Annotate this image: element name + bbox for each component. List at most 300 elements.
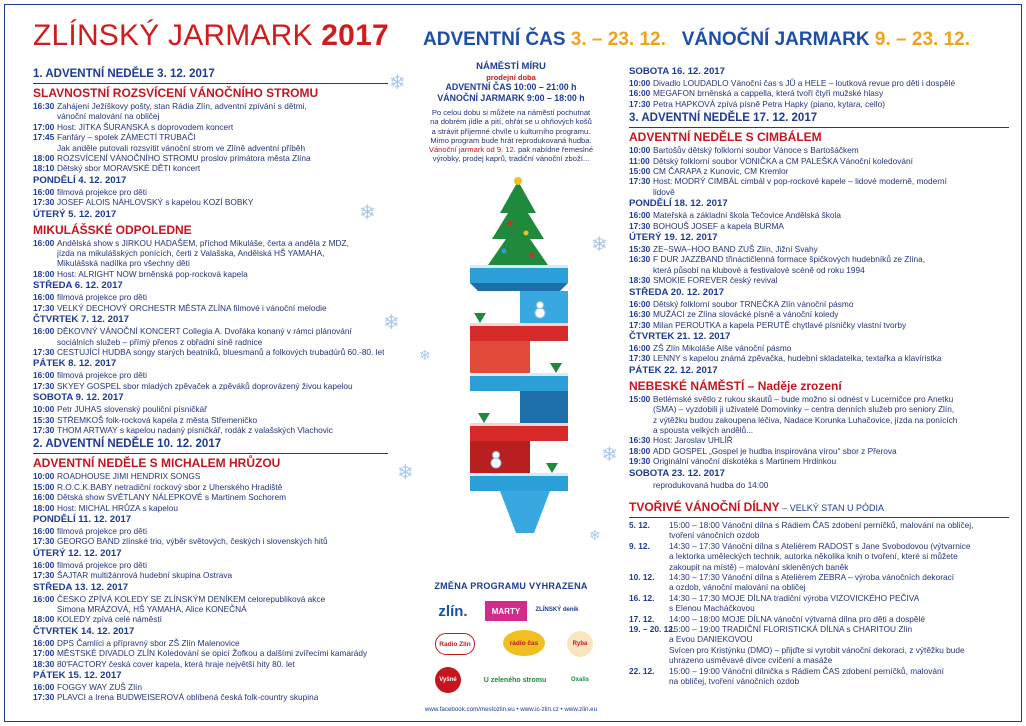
event-time <box>629 603 669 613</box>
event-time <box>629 415 653 425</box>
event-time: 10:00 <box>629 78 651 88</box>
hours-advent: ADVENTNÍ ČAS 10:00 – 21:00 h <box>445 82 577 92</box>
schedule-row <box>33 122 388 132</box>
event-description: VELKÝ DECHOVÝ ORCHESTR MĚSTA ZLÍNA filmové i vánoční melodie <box>57 302 327 313</box>
day-heading: SOBOTA 23. 12. 2017 <box>629 467 725 479</box>
schedule-row <box>629 435 1009 445</box>
schedule-row <box>33 143 388 153</box>
event-time: 16:00 <box>33 370 55 381</box>
event-description: (SMA) – vyzdobili ji uživatelé Domovinky – centra denních služeb pro seniory Zlín, <box>653 404 955 415</box>
event-description: a spousta velkých andělů... <box>653 424 754 435</box>
event-time: 16:00 <box>33 525 55 536</box>
schedule-row <box>629 176 1009 186</box>
event-description: R.O.C.K.BABY netradiční rockový sbor z Uherského Hradiště <box>57 481 283 492</box>
schedule-row <box>629 343 1009 353</box>
place-title: NÁMĚSTÍ MÍRU <box>476 61 546 72</box>
event-description: Host: MODRÝ CIMBÁL cimbál v pop-rockové kapele – lidové moderně, moderní <box>653 176 947 187</box>
schedule-row <box>33 415 388 425</box>
event-description: ZŠ Zlín Mikoláše Alše vánoční pásmo <box>653 342 792 353</box>
event-description: Bartošův dětský folklorní soubor Vánoce s Bartošáčkem <box>653 145 859 156</box>
schedule-row <box>629 655 1009 665</box>
snowflake-icon: ❄ <box>589 527 601 543</box>
schedule-row <box>629 187 1009 197</box>
event-time: 18:30 <box>629 275 651 286</box>
event-time: 16:30 <box>33 101 55 111</box>
schedule-row <box>629 166 1009 176</box>
event-description: Host: Jaroslav UHLÍŘ <box>653 435 733 446</box>
schedule-row <box>33 526 388 536</box>
ryba-logo: Ryba <box>567 631 593 657</box>
schedule-row <box>33 682 388 692</box>
event-description: F DUR JAZZBAND třináctičlenná formace špičkových hudebníků ze Zlína, <box>653 254 926 265</box>
event-time: 10:00 <box>33 404 55 415</box>
dates-header <box>423 29 970 51</box>
schedule-row <box>33 560 388 570</box>
event-description: PLAVCI a Irena BUDWEISEROVÁ oblíbená česká folk-country skupina <box>57 692 319 703</box>
schedule-row <box>629 244 1009 254</box>
schedule-row <box>33 238 388 248</box>
schedule-row <box>629 425 1009 435</box>
day-heading: PONDĚLÍ 11. 12. 2017 <box>33 513 132 525</box>
schedule-row <box>629 624 1009 634</box>
zlin-logo: zlín. <box>438 602 468 620</box>
schedule-row <box>629 614 1009 624</box>
desc-line: Mimo program bude hrát reprodukovaná hudba. <box>430 135 592 145</box>
event-time: 16:00 <box>629 342 651 353</box>
schedule-row <box>33 101 388 111</box>
schedule-row <box>629 645 1009 655</box>
event-time: 17:30 <box>629 319 651 330</box>
divider-line <box>629 127 1009 128</box>
schedule-row <box>629 480 1009 490</box>
title-jarmark: JARMARK <box>168 19 313 52</box>
schedule-row <box>629 394 1009 404</box>
snowflake-icon: ❄ <box>383 312 400 334</box>
web-links: www.facebook.com/mestozlin.eu • www.ic-zlin.cz • www.zlin.eu <box>424 706 598 713</box>
event-time <box>33 604 57 614</box>
event-description: Fanfáry – spolek ZÁMECTÍ TRUBAČI <box>57 132 196 143</box>
event-time: 18:00 <box>33 614 55 625</box>
event-description: 80'FACTORY česká cover kapela, která hraje největší hity 80. let <box>57 658 295 669</box>
event-description: DPS Čamlíci a přípravný sbor ZŠ Zlín Malenovice <box>57 637 240 648</box>
schedule-row <box>629 676 1009 686</box>
desc-line <box>408 145 614 154</box>
event-description: 14:00 – 18:00 MOJE DÍLNA vánoční výtvarná dílna pro děti a dospělé <box>669 613 925 624</box>
event-time: 10. 12. <box>629 572 655 582</box>
schedule-row <box>629 156 1009 166</box>
schedule-row <box>629 582 1009 592</box>
event-description: a ozdob, vánoční malování na obličej <box>669 582 806 593</box>
event-time: 17:30 <box>33 570 55 581</box>
event-time: 17:30 <box>33 197 55 208</box>
divider-line <box>33 453 388 454</box>
event-time: 16:00 <box>33 326 55 337</box>
event-description: Andělská show s JIRKOU HADAŠEM, příchod Mikuláše, čerta a anděla z MDZ, <box>57 237 349 248</box>
event-time: 16:00 <box>33 559 55 570</box>
schedule-row <box>33 536 388 546</box>
schedule-row <box>629 456 1009 466</box>
schedule-row <box>33 594 388 604</box>
schedule-row <box>33 132 388 142</box>
event-description: ADD GOSPEL „Gospel je hudba inspirována vírou“ sbor z Přerova <box>653 445 897 456</box>
event-time: 17:30 <box>629 220 651 231</box>
schedule-row <box>629 221 1009 231</box>
vysne-logo: Vyšné <box>435 667 461 693</box>
snowflake-icon: ❄ <box>419 347 431 363</box>
snowflake-icon: ❄ <box>397 462 414 484</box>
event-time <box>33 143 57 153</box>
schedule-row <box>33 187 388 197</box>
sale-label: prodejní doba <box>486 73 536 82</box>
event-description: Dětská show SVĚTLANY NÁLEPKOVÉ s Martinem Sochorem <box>57 492 287 503</box>
section-subtitle: ADVENTNÍ NEDĚLE S CIMBÁLEM <box>629 130 822 145</box>
event-description: THOM ARTWAY s kapelou nadaný písničkář, rodák z valašských Vlachovic <box>57 424 333 435</box>
day-heading: PÁTEK 8. 12. 2017 <box>33 358 117 370</box>
event-time <box>629 530 669 540</box>
event-time <box>629 404 653 414</box>
event-time <box>629 655 669 665</box>
poster <box>4 4 1022 722</box>
schedule-row <box>33 638 388 648</box>
event-description: a lektorka uměleckých technik, autorka několika knih o tvoření, které si můžete <box>669 551 958 562</box>
market-from: Vánoční jarmark od 9. 12. <box>428 145 516 155</box>
day-heading: STŘEDA 13. 12. 2017 <box>33 581 129 593</box>
event-time <box>629 425 653 435</box>
day-heading: ÚTERÝ 5. 12. 2017 <box>33 208 117 220</box>
event-description: která působí na klubové a festivalové scéně od roku 1994 <box>653 264 865 275</box>
event-description: JOSEF ALOIS NÁHLOVSKÝ s kapelou KOZÍ BOBKY <box>57 197 254 208</box>
event-description: ČESKO ZPÍVÁ KOLEDY SE ZLÍNSKÝM DENÍKEM celorepubliková akce <box>57 593 326 604</box>
program-change-notice: ZMĚNA PROGRAMU VYHRAZENA <box>434 581 588 591</box>
radio-cas-logo: rádio čas <box>503 630 545 656</box>
snowflake-icon: ❄ <box>591 234 608 256</box>
event-time: 10:00 <box>33 471 55 482</box>
event-description: BOHOUŠ JOSEF a kapela BURMA <box>653 220 784 231</box>
day-heading: SOBOTA 9. 12. 2017 <box>33 392 124 404</box>
section-title: 1. ADVENTNÍ NEDĚLE 3. 12. 2017 <box>33 68 215 80</box>
event-time: 16:00 <box>33 492 55 503</box>
schedule-row <box>629 78 1009 88</box>
event-description: uhrazeno usměvavé dívce cvičení a masáže <box>669 655 833 666</box>
event-time: 16. 12. <box>629 592 655 603</box>
schedule-row <box>629 254 1009 264</box>
event-description: 14:30 – 17:30 MOJE DÍLNA tradiční výroba VIZOVICKÉHO PEČIVA <box>669 592 920 603</box>
event-description: Petra HAPKOVÁ zpívá písně Petra Hapky (piano, kytara, cello) <box>653 98 885 109</box>
schedule-row <box>629 593 1009 603</box>
section-subtitle: NEBESKÉ NÁMĚSTÍ – Naděje zrození <box>629 378 842 393</box>
event-time: 17:00 <box>33 648 55 659</box>
event-description: zakoupit na místě) – malování skleněných baněk <box>669 561 849 572</box>
event-description: ROADHOUSE JIMI HENDRIX SONGS <box>57 471 201 482</box>
event-time: 17:30 <box>33 692 55 703</box>
snowflake-icon: ❄ <box>359 202 376 224</box>
schedule-row <box>33 269 388 279</box>
section-subtitle: ADVENTNÍ NEDĚLE S MICHALEM HRŮZOU <box>33 456 281 471</box>
day-heading: PÁTEK 22. 12. 2017 <box>629 364 718 376</box>
schedule-row <box>629 551 1009 561</box>
event-time: 17:30 <box>629 353 651 364</box>
event-time: 16:00 <box>33 637 55 648</box>
star-icon <box>514 177 522 185</box>
event-description: Divadlo LOUDADLO Vánoční čas s JŮ a HELE – loutková revue pro děti i dospělé <box>653 78 956 88</box>
schedule-row <box>33 482 388 492</box>
event-time: 18:10 <box>33 163 55 174</box>
event-time <box>629 645 669 655</box>
event-description: Host: ALRIGHT NOW brněnská pop-rocková kapela <box>57 268 248 279</box>
event-description: reprodukovaná hudba do 14:00 <box>653 479 769 490</box>
day-heading: STŘEDA 20. 12. 2017 <box>629 286 725 298</box>
event-time: 16:00 <box>629 210 651 221</box>
event-description: filmová projekce pro děti <box>57 559 147 570</box>
event-description: GEORGO BAND zlínské trio, výběr světových, českých i slovenských hitů <box>57 536 328 547</box>
event-description: CESTUJÍCÍ HUDBA songy starých beatníků, bluesmanů a folkových trubadúrů 60.-80. let <box>57 346 385 357</box>
workshops-title <box>629 500 1009 516</box>
schedule-row <box>33 404 388 414</box>
right-column <box>629 65 1009 686</box>
event-time: 9. 12. <box>629 540 650 551</box>
event-description: Dětský folklorní soubor VONIČKA a CM PALEŠKA Vánoční koledování <box>653 155 913 166</box>
event-description: s Elenou Macháčkovou <box>669 603 755 614</box>
section-title: 2. ADVENTNÍ NEDĚLE 10. 12. 2017 <box>33 438 222 451</box>
event-description: LENNY s kapelou známá zpěvačka, hudební skladatelka, textařka a klavíristka <box>653 353 942 364</box>
day-heading: ÚTERÝ 12. 12. 2017 <box>33 547 122 559</box>
event-description: DĚKOVNÝ VÁNOČNÍ KONCERT Collegia A. Dvořáka konaný v rámci plánování <box>57 326 352 337</box>
event-description: SMOKIE FOREVER český revival <box>653 275 778 286</box>
event-time: 16:00 <box>629 88 651 99</box>
schedule-row <box>629 562 1009 572</box>
event-description: filmová projekce pro děti <box>57 186 147 197</box>
event-description: sociálních služeb – přímý přenos z obřadní síně radnice <box>57 336 263 347</box>
event-description: MĚSTSKÉ DIVADLO ZLÍN Koledování se opicí Žofkou a dalšími zvířecími kamarády <box>57 648 368 659</box>
snowflake-icon: ❄ <box>389 72 406 94</box>
schedule-row <box>33 503 388 513</box>
event-description: filmová projekce pro děti <box>57 525 147 536</box>
schedule-row <box>33 692 388 702</box>
schedule-row <box>629 530 1009 540</box>
schedule-row <box>629 210 1009 220</box>
day-heading: ÚTERÝ 19. 12. 2017 <box>629 232 718 244</box>
event-description: STŘEMKOŠ folk-rocková kapela z města Střemeničko <box>57 414 258 425</box>
event-description: KOLEDY zpívá celé náměstí <box>57 614 162 625</box>
event-time <box>629 676 669 686</box>
schedule-row <box>33 659 388 669</box>
event-time: 17:30 <box>33 302 55 313</box>
schedule-row <box>629 666 1009 676</box>
schedule-row <box>33 648 388 658</box>
section-subtitle: MIKULÁŠSKÉ ODPOLEDNE <box>33 222 192 237</box>
event-description: Dětský folklorní soubor TRNEČKA Zlín vánoční pásmo <box>653 298 854 309</box>
event-description: vánoční malování na obličej <box>57 111 160 122</box>
event-time: 17:30 <box>33 380 55 391</box>
event-description: ZE–SWA–HOO BAND ZUŠ Zlín, Jižní Svahy <box>653 244 818 255</box>
schedule-row <box>629 145 1009 155</box>
event-time: 17:30 <box>33 536 55 547</box>
staircase-tree-illustration <box>460 173 578 568</box>
advent-label: ADVENTNÍ ČAS <box>423 29 566 50</box>
event-time: 18:00 <box>33 268 55 279</box>
event-time: 19. – 20. 12. <box>629 624 676 635</box>
event-description: CM ČARAPA z Kunovic, CM Kremlor <box>653 166 789 177</box>
schedule-row <box>629 446 1009 456</box>
schedule-row <box>629 603 1009 613</box>
event-time <box>629 480 653 490</box>
event-description: 15:00 – 19:00 Vánoční dílnička s Rádiem ČAS zdobení perníčků, malování <box>669 665 944 676</box>
schedule-row <box>33 292 388 302</box>
event-time: 15:30 <box>33 414 55 425</box>
event-description: a Evou DANIEKOVOU <box>669 634 753 645</box>
event-description: Svícen pro Kristýnku (DMO) – přijďte si vyrobit vánoční dekoraci, z výtěžku bude <box>669 644 965 655</box>
schedule-row <box>629 572 1009 582</box>
event-time: 15:00 <box>629 166 651 177</box>
event-time: 11:00 <box>629 155 650 166</box>
desc-line: a strávit příjemné chvíle u kulturního programu. <box>431 126 591 136</box>
event-time: 19:30 <box>629 456 651 467</box>
event-time: 22. 12. <box>629 665 655 676</box>
event-time: 16:00 <box>33 292 55 303</box>
event-time <box>629 265 653 275</box>
event-time: 16:30 <box>629 309 651 320</box>
workshops-title-rest: – VELKÝ STAN U PÓDIA <box>779 502 885 513</box>
schedule-row <box>33 370 388 380</box>
event-time: 17:30 <box>629 176 651 187</box>
event-time: 17. 12. <box>629 613 655 624</box>
event-time <box>629 551 669 561</box>
event-description: Zahájení Ježíškovy pošty, stan Rádia Zlín, adventní zpívání s dětmi, <box>57 101 307 111</box>
schedule-row <box>33 258 388 268</box>
schedule-row <box>33 604 388 614</box>
left-column <box>33 65 388 703</box>
event-description: tvoření vánočních ozdob <box>669 530 760 541</box>
event-description: Jak anděle putovali rozsvítit vánoční strom ve Zlíně adventní příběh <box>57 142 306 153</box>
event-time: 17:30 <box>33 346 55 357</box>
event-time: 16:30 <box>629 254 651 265</box>
hours-market: VÁNOČNÍ JARMARK 9:00 – 18:00 h <box>437 93 585 103</box>
event-time: 15:00 <box>33 481 55 492</box>
event-description: MEGAFON brněnská a cappella, která tvoří čtyři mužské hlasy <box>653 88 884 99</box>
event-description: SKYEY GOSPEL sbor mladých zpěvaček a zpěváků doprovázený živou kapelou <box>57 380 353 391</box>
schedule-row <box>33 326 388 336</box>
schedule-row <box>629 275 1009 285</box>
schedule-row <box>33 570 388 580</box>
desc-line: na dobrém jídle a pití, ohřát se u ohňových košů <box>430 117 592 127</box>
event-description: FOGGY WAY ZUŠ Zlín <box>57 682 142 693</box>
schedule-row <box>33 337 388 347</box>
schedule-row <box>629 88 1009 98</box>
event-description: 15:00 – 18:00 Vánoční dílna s Rádiem ČAS zdobení perníčků, malování na obličej, <box>669 519 974 530</box>
schedule-row <box>629 404 1009 414</box>
event-description: Simona MRÁZOVÁ, HŠ YAMAHA, Alice KONEČNÁ <box>57 604 247 614</box>
schedule-row <box>629 415 1009 425</box>
marty-logo: MARTY <box>485 601 527 621</box>
schedule-row <box>629 99 1009 109</box>
radio-zlin-logo: Radio Zlín <box>435 633 475 655</box>
event-time <box>629 582 669 592</box>
schedule-row <box>33 614 388 624</box>
workshops-title-main: TVOŘIVÉ VÁNOČNÍ DÍLNY <box>629 499 780 514</box>
event-time: 15:30 <box>629 244 651 255</box>
event-time <box>629 634 669 644</box>
event-time <box>33 248 57 258</box>
event-time: 10:00 <box>629 145 651 156</box>
market-dates: 9. – 23. 12. <box>874 29 970 50</box>
day-heading: PONDĚLÍ 18. 12. 2017 <box>629 198 728 210</box>
event-time: 17:45 <box>33 132 55 143</box>
day-heading: STŘEDA 6. 12. 2017 <box>33 280 123 292</box>
zlinsky-denik-logo: ZLÍNSKÝ deník <box>535 606 579 613</box>
section-title: 3. ADVENTNÍ NEDĚLE 17. 12. 2017 <box>629 112 818 125</box>
event-description: Host: JITKA ŠURANSKÁ s doprovodem koncert <box>57 121 234 132</box>
schedule-row <box>33 153 388 163</box>
event-time <box>33 111 57 121</box>
day-heading: PONDĚLÍ 4. 12. 2017 <box>33 174 127 186</box>
schedule-row <box>33 163 388 173</box>
schedule-row <box>33 425 388 435</box>
event-description: Betlémské světlo z rukou skautů – bude možno si odnést v Lucerničce pro Anetku <box>653 393 954 404</box>
title-zlinsky: ZLÍNSKÝ <box>33 19 160 52</box>
desc-line: výrobky, prodej kaprů, tradiční vánoční zboží... <box>432 154 590 164</box>
event-description: filmová projekce pro děti <box>57 292 147 303</box>
schedule-row <box>629 634 1009 644</box>
event-description: 14:30 – 17:30 Vánoční dílna s Ateliérem RADOST s Jane Svobodovou (výtvarnice <box>669 540 971 551</box>
schedule-row <box>629 320 1009 330</box>
divider-line <box>33 83 388 84</box>
center-description <box>408 108 614 164</box>
event-description: Petr JUHAS slovenský pouliční písničkář <box>57 404 207 415</box>
christmas-tree-icon <box>488 181 548 265</box>
schedule-row <box>629 520 1009 530</box>
u-zeleneho-stromu-logo: U zeleného stromu <box>483 676 547 684</box>
event-description: filmová projekce pro děti <box>57 370 147 381</box>
event-description: Originální vánoční diskotéka s Martinem Hrdinkou <box>653 456 837 467</box>
event-description: 14:30 – 17:30 Vánoční dílna s Ateliérem ZEBRA – výroba vánočních dekorací <box>669 572 955 582</box>
event-time: 16:00 <box>33 593 55 604</box>
schedule-row <box>629 265 1009 275</box>
event-description: na obličej, tvoření vánočních ozdob <box>669 676 800 687</box>
event-time: 17:00 <box>33 121 55 132</box>
event-time: 17:30 <box>629 98 651 109</box>
schedule-row <box>629 541 1009 551</box>
desc-rest: pak nabídne řemeslné <box>515 145 594 155</box>
event-description: Host: MICHAL HRŮZA s kapelou <box>57 502 178 513</box>
day-heading: SOBOTA 16. 12. 2017 <box>629 66 725 77</box>
section-subtitle: SLAVNOSTNÍ ROZSVÍCENÍ VÁNOČNÍHO STROMU <box>33 86 319 100</box>
event-time: 18:00 <box>33 153 55 164</box>
event-time <box>629 562 669 572</box>
schedule-row <box>33 471 388 481</box>
schedule-row <box>33 347 388 357</box>
event-time: 5. 12. <box>629 519 650 530</box>
advent-dates: 3. – 23. 12. <box>570 29 666 50</box>
event-time: 15:00 <box>629 393 651 404</box>
desc-line: Po celou dobu si můžete na náměstí pochutnat <box>431 108 591 117</box>
title-year: 2017 <box>321 19 389 52</box>
schedule-row <box>629 309 1009 319</box>
poster-title <box>33 19 389 53</box>
event-description: Milan PEROUTKA a kapela PERUTĚ chytlavé písničky vlastní tvorby <box>653 319 907 330</box>
event-description: z výtěžku budou zakoupena léčiva, Nadace Korunka Luhačovice, jízda na ponících <box>653 414 958 425</box>
event-time: 18:00 <box>629 445 651 456</box>
day-heading: ČTVRTEK 7. 12. 2017 <box>33 314 129 326</box>
snowflake-icon: ❄ <box>601 444 618 466</box>
schedule-row <box>33 111 388 121</box>
event-time <box>33 258 57 268</box>
event-time <box>629 187 653 197</box>
event-time: 16:00 <box>33 682 55 693</box>
event-time: 16:30 <box>629 435 651 446</box>
event-description: MUŽÁCI ze Zlína slovácké písně a vánoční koledy <box>653 309 839 320</box>
event-description: jízda na mikulášských ponících, čerti z Valašska, Andělská HŠ YAMAHA, <box>57 248 325 259</box>
schedule-row <box>629 353 1009 363</box>
